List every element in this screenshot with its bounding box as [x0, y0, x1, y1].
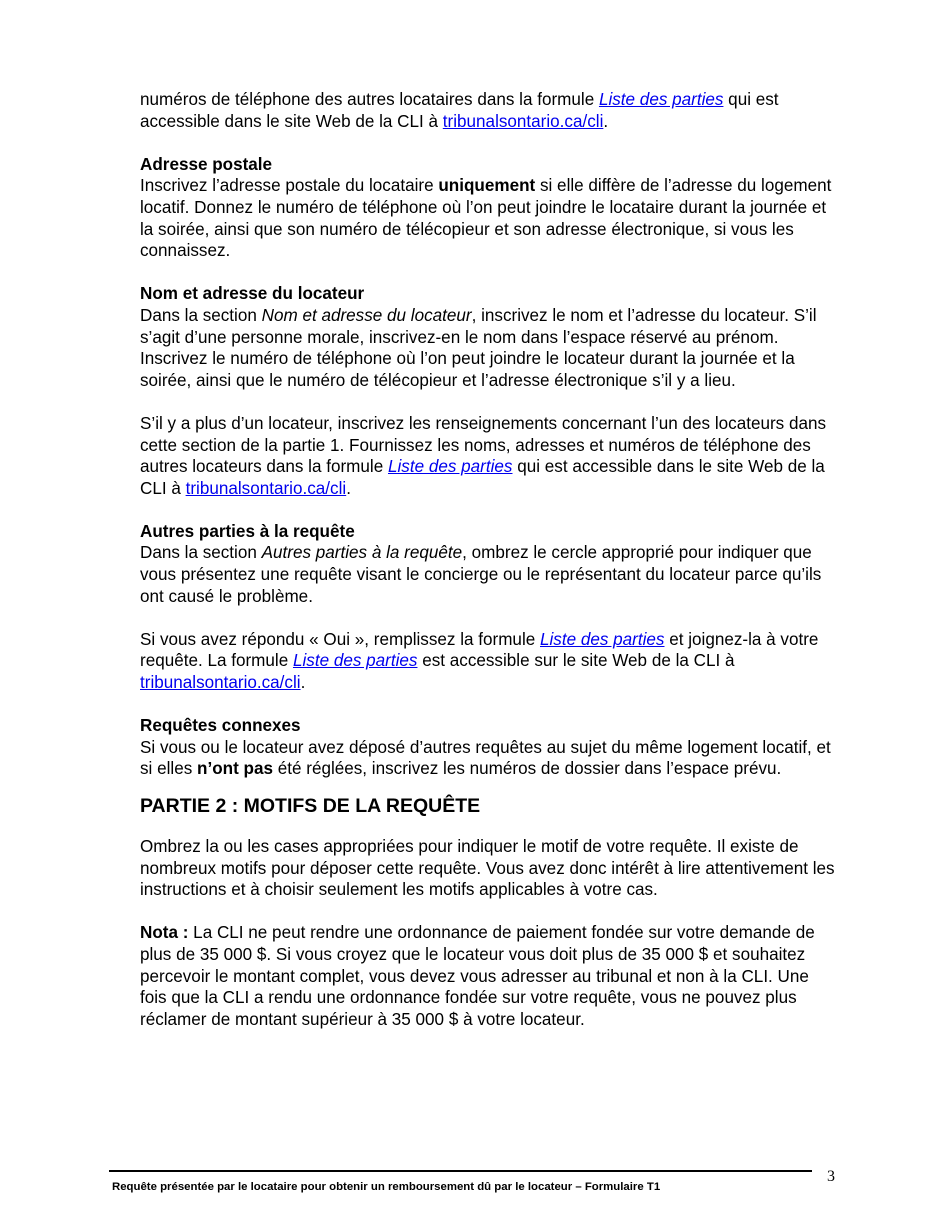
italic-text: Nom et adresse du locateur	[261, 305, 472, 325]
section-locateur	[140, 283, 840, 391]
nota-label: Nota :	[140, 923, 189, 943]
text: qui est accessible dans le site Web de la CLI à	[140, 90, 779, 131]
text: Inscrivez l’adresse postale du locataire	[140, 176, 439, 196]
footer-text: Requête présentée par le locataire pour obtenir un remboursement dû par le locateur – Formulaire T1	[112, 1181, 661, 1193]
page-number: 3	[827, 1168, 835, 1185]
text: .	[300, 673, 306, 693]
tribunal-link[interactable]: tribunalsontario.ca/cli	[442, 111, 604, 131]
text: qui est accessible dans le site Web de la CLI à	[140, 457, 825, 498]
section-autres-parties	[140, 521, 840, 607]
bold-text: n’ont pas	[197, 759, 273, 779]
paragraph-plusieurs-locateurs	[140, 413, 840, 499]
text: numéros de téléphone des autres locataires dans la formule	[140, 90, 599, 109]
section-heading: Requêtes connexes	[140, 716, 301, 736]
text: , inscrivez le nom et l’adresse du locateur. S’il s’agit d’une personne morale, inscrivez-en le nom dans l’espace réservé au prénom. Inscrivez le numéro de téléphone où l’on peut joindre le locateur durant la journée et la soirée, ainsi que le numéro de télécopieur et l’adresse électronique s’il y a lieu.	[140, 305, 817, 390]
text: Si vous ou le locateur avez déposé d’autres requêtes au sujet du même logement locatif, et si elles	[140, 737, 831, 779]
liste-des-parties-link[interactable]: Liste des parties	[540, 629, 665, 649]
tribunal-link[interactable]: tribunalsontario.ca/cli	[185, 478, 347, 498]
text: .	[603, 111, 609, 131]
tribunal-link[interactable]: tribunalsontario.ca/cli	[140, 673, 301, 693]
section-heading: Nom et adresse du locateur	[140, 284, 365, 304]
paragraph	[140, 175, 840, 261]
italic-text: Autres parties à la requête	[261, 543, 463, 563]
section-heading: Autres parties à la requête	[140, 521, 355, 541]
text: est accessible sur le site Web de la CLI à	[417, 651, 735, 671]
text: , ombrez le cercle approprié pour indiquer que vous présentez une requête visant le concierge ou le représentant du locateur parce qu’ils ont causé le problème.	[140, 543, 822, 606]
text: Si vous avez répondu « Oui », remplissez la formule	[140, 629, 540, 649]
paragraph	[140, 542, 840, 607]
paragraph	[140, 737, 840, 780]
liste-des-parties-link[interactable]: Liste des parties	[598, 90, 724, 109]
part-2-title: PARTIE 2 : MOTIFS DE LA REQUÊTE	[140, 795, 481, 817]
text: S’il y a plus d’un locateur, inscrivez les renseignements concernant l’un des locateurs dans cette section de la partie 1. Fournissez les noms, adresses et numéros de téléphone des autres locateurs dans la formule	[140, 413, 827, 477]
bold-text: uniquement	[438, 176, 536, 196]
section-requetes-connexes	[140, 715, 840, 780]
text: et joignez-la à votre requête. La formule	[140, 629, 819, 671]
text: .	[346, 478, 351, 498]
text: été réglées, inscrivez les numéros de dossier dans l’espace prévu.	[272, 759, 782, 779]
liste-des-parties-link[interactable]: Liste des parties	[388, 457, 513, 477]
section-adresse-postale	[140, 154, 840, 262]
text: Dans la section	[140, 305, 262, 325]
paragraph	[140, 305, 840, 391]
paragraph-nota	[140, 922, 840, 1030]
text: La CLI ne peut rendre une ordonnance de paiement fondée sur votre demande de plus de 35 000 $. Si vous croyez que le locateur vous doit plus de 35 000 $ et souhaitez percevoir le montant complet, vous devez vous adresser au tribunal et non à la CLI. Une fois que la CLI a rendu une ordonnance fondée sur votre requête, vous ne pouvez plus réclamer de montant supérieur à 35 000 $ à votre locateur.	[140, 923, 815, 1029]
paragraph-oui	[140, 629, 840, 694]
paragraph-partie2-intro: Ombrez la ou les cases appropriées pour indiquer le motif de votre requête. Il existe de nombreux motifs pour déposer cette requête. Vous avez donc intérêt à lire attentivement les instructions et à choisir seulement les motifs applicables à votre cas.	[140, 837, 835, 900]
text: Dans la section	[140, 543, 262, 563]
text: si elle diffère de l’adresse du logement locatif. Donnez le numéro de téléphone où l’on peut joindre le locataire durant la journée et la soirée, ainsi que son numéro de télécopieur et son adresse électronique, si vous les connaissez.	[140, 176, 832, 261]
section-heading: Adresse postale	[140, 154, 273, 174]
liste-des-parties-link[interactable]: Liste des parties	[292, 651, 418, 671]
footer-rule	[109, 1170, 812, 1172]
document-body	[140, 89, 840, 1052]
paragraph-autres-locataires	[140, 89, 840, 132]
